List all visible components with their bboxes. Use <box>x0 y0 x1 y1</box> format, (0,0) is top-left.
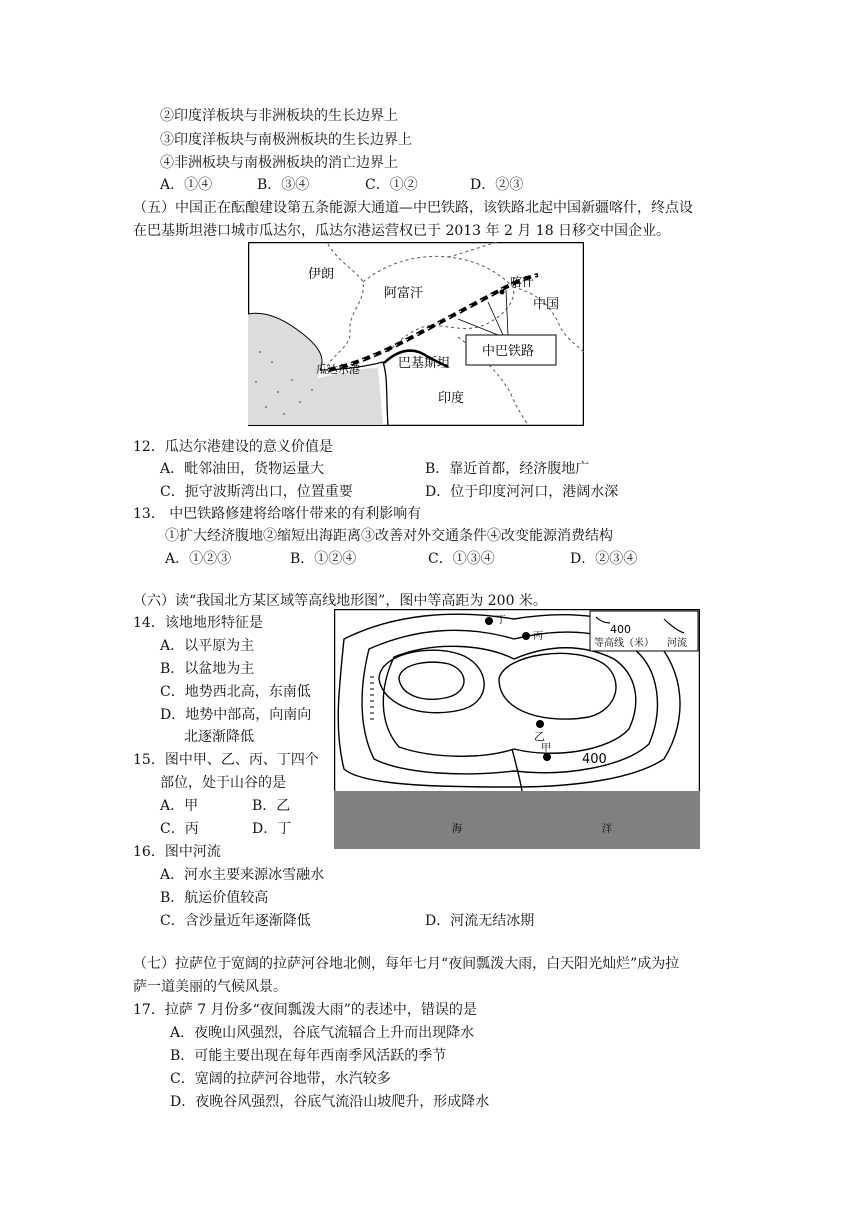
q17-option-b[interactable]: B．可能主要出现在每年西南季风活跃的季节 <box>170 1048 447 1064</box>
q17-option-a[interactable]: A．夜晚山风强烈，谷底气流辐合上升而出现降水 <box>170 1025 475 1041</box>
map-label-china: 中国 <box>533 297 560 312</box>
q12-option-c[interactable]: C．扼守波斯湾出口，位置重要 <box>160 484 353 500</box>
q11-choice-2: ②印度洋板块与非洲板块的生长边界上 <box>160 108 398 124</box>
legend-value: 400 <box>610 623 631 636</box>
map-label-kashgar: 喀什 <box>510 275 535 289</box>
point-yi: 乙 <box>534 730 545 743</box>
q16-stem: 16．图中河流 <box>133 844 221 860</box>
q11-option-d[interactable]: D．②③ <box>470 177 524 193</box>
q15-stem-line2: 部位，处于山谷的是 <box>160 775 286 791</box>
q14-option-d[interactable]: D．地势中部高，向南向 <box>160 707 312 723</box>
q12-stem: 12．瓜达尔港建设的意义价值是 <box>133 439 333 455</box>
q15-option-c[interactable]: C．丙 <box>160 821 199 837</box>
q11-option-a[interactable]: A．①④ <box>160 177 213 193</box>
q15-option-d[interactable]: D．丁 <box>252 821 292 837</box>
q17-option-d[interactable]: D．夜晚谷风强烈，谷底气流沿山坡爬升，形成降水 <box>170 1094 490 1110</box>
q14-option-c[interactable]: C．地势西北高，东南低 <box>160 684 311 700</box>
section7-intro-line1: （七）拉萨位于宽阔的拉萨河谷地北侧，每年七月“夜间瓢泼大雨，白天阳光灿烂”成为拉 <box>133 956 680 972</box>
legend-river-label: 河流 <box>667 638 687 649</box>
q14-option-d-cont: 北逐渐降低 <box>184 729 254 745</box>
point-ding: 丁 <box>496 615 506 626</box>
section7-intro-line2: 萨一道美丽的气候风景。 <box>133 979 287 995</box>
q11-choice-3: ③印度洋板块与南极洲板块的生长边界上 <box>160 132 412 148</box>
q14-option-a[interactable]: A．以平原为主 <box>160 638 255 654</box>
q13-option-d[interactable]: D．②③④ <box>570 551 638 567</box>
sea-label-right: 洋 <box>602 824 612 835</box>
section5-intro-line1: （五）中国正在酝酿建设第五条能源大通道—中巴铁路，该铁路北起中国新疆喀什，终点设 <box>133 200 693 216</box>
map-label-railway: 中巴铁路 <box>482 344 535 359</box>
map-label-india: 印度 <box>438 391 465 406</box>
map-label-iran: 伊朗 <box>308 267 335 282</box>
china-pakistan-railway-map <box>248 242 584 426</box>
contour-value-label: 400 <box>582 752 607 767</box>
q11-choice-4: ④非洲板块与南极洲板块的消亡边界上 <box>160 155 398 171</box>
q13-stem: 13． 中巴铁路修建将给喀什带来的有利影响有 <box>133 506 422 522</box>
q16-option-c[interactable]: C．含沙量近年逐渐降低 <box>160 913 311 929</box>
point-jia: 甲 <box>541 743 551 754</box>
point-bing: 丙 <box>533 631 543 642</box>
q15-option-a[interactable]: A．甲 <box>160 798 199 814</box>
q15-option-b[interactable]: B．乙 <box>252 798 291 814</box>
contour-map <box>334 609 700 849</box>
section5-intro-line2: 在巴基斯坦港口城市瓜达尔，瓜达尔港运营权已于 2013 年 2 月 18 日移交中国企业。 <box>133 223 671 239</box>
q17-option-c[interactable]: C．宽阔的拉萨河谷地带，水汽较多 <box>170 1071 391 1087</box>
q15-stem-line1: 15．图中甲、乙、丙、丁四个 <box>133 752 319 768</box>
q11-option-b[interactable]: B．③④ <box>257 177 310 193</box>
q14-stem: 14．该地地形特征是 <box>133 615 263 631</box>
q13-option-a[interactable]: A．①②③ <box>165 551 232 567</box>
q13-option-c[interactable]: C．①③④ <box>428 551 495 567</box>
q13-option-b[interactable]: B．①②④ <box>290 551 357 567</box>
q11-option-c[interactable]: C．①② <box>365 177 418 193</box>
q17-stem: 17．拉萨 7 月份多“夜间瓢泼大雨”的表述中，错误的是 <box>133 1002 477 1018</box>
q16-option-b[interactable]: B．航运价值较高 <box>160 890 269 906</box>
q12-option-a[interactable]: A．毗邻油田，货物运量大 <box>160 461 325 477</box>
section6-intro: （六）读“我国北方某区域等高线地形图”，图中等高距为 200 米。 <box>133 593 547 609</box>
legend-contour-label: 等高线（米） <box>594 638 654 649</box>
q12-option-b[interactable]: B．靠近首都，经济腹地广 <box>425 461 590 477</box>
q16-option-d[interactable]: D．河流无结冰期 <box>425 913 535 929</box>
q16-option-a[interactable]: A．河水主要来源冰雪融水 <box>160 867 325 883</box>
sea-label-left: 海 <box>452 824 462 835</box>
map-label-gwadar: 瓜达尔港 <box>316 363 360 376</box>
q12-option-d[interactable]: D．位于印度河河口，港阔水深 <box>425 484 619 500</box>
map-label-afghanistan: 阿富汗 <box>384 286 424 301</box>
q14-option-b[interactable]: B．以盆地为主 <box>160 661 255 677</box>
map-label-pakistan: 巴基斯坦 <box>398 356 451 371</box>
q13-statements: ①扩大经济腹地②缩短出海距离③改善对外交通条件④改变能源消费结构 <box>165 528 613 544</box>
